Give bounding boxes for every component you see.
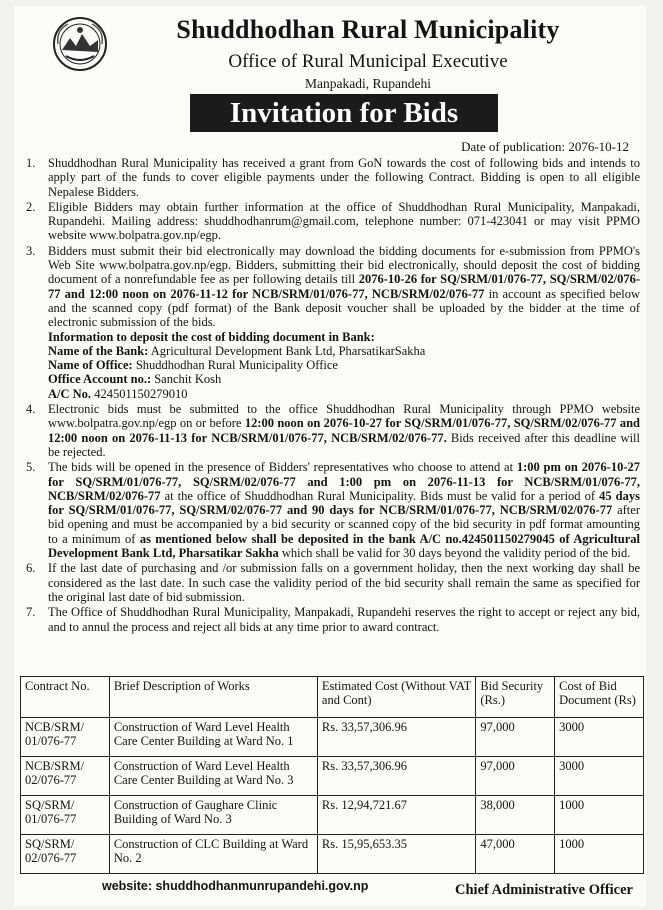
document-cost-cell: 1000	[555, 796, 644, 835]
clause-1	[26, 156, 640, 199]
clause-number: 5.	[26, 460, 36, 475]
clause-text: Eligible Bidders may obtain further information at the office of Shuddhodhan Rural Municipality, Manpakadi, Rupandehi. Mailing address: shuddhodhanrum@gmail.com, telephone number: 071-423041 or may visit PPMO website www.bolpatra.gov.np/egp.	[48, 199, 640, 243]
office-address: Manpakadi, Rupandehi	[305, 76, 431, 91]
clause-text: which shall be valid for 30 days beyond the validity period of the bid.	[278, 546, 631, 561]
office-account-value: Sanchit Kosh	[151, 372, 222, 387]
office-name-label: Name of Office:	[48, 358, 133, 373]
account-number-label: A/C No.	[48, 386, 92, 401]
notice-page	[14, 6, 646, 906]
contract-no-cell: NCB/SRM/ 01/076-77	[21, 718, 110, 757]
table-row	[21, 718, 644, 757]
clause-number: 7.	[26, 605, 36, 620]
document-cost-cell: 3000	[555, 757, 644, 796]
description-cell: Construction of Ward Level Health Care Center Building at Ward No. 1	[109, 718, 317, 757]
clause-number: 4.	[26, 402, 36, 417]
estimated-cost-cell: Rs. 12,94,721.67	[317, 796, 475, 835]
municipality-title: Shuddhodhan Rural Municipality	[176, 15, 560, 44]
bid-clauses	[26, 156, 640, 635]
bank-name-value: Agricultural Development Bank Ltd, PharsatikarSakha	[148, 343, 426, 358]
account-number-value: 424501150279010	[91, 386, 188, 401]
clause-number: 2.	[26, 199, 36, 214]
clause-text: The bids will be opened in the presence of Bidders' representatives who choose to attend at	[48, 460, 517, 475]
estimated-cost-cell: Rs. 15,95,653.35	[317, 835, 475, 874]
col-description: Brief Description of Works	[109, 677, 317, 718]
contract-no-cell: NCB/SRM/ 02/076-77	[21, 757, 110, 796]
clause-number: 1.	[26, 156, 36, 170]
estimated-cost-cell: Rs. 33,57,306.96	[317, 718, 475, 757]
col-bid-security: Bid Security (Rs.)	[476, 677, 555, 718]
clause-deadline: 12:00 noon on 2076-10-27 for SQ/SRM/01/076-77, SQ/SRM/02/076-77 and 12:00 noon on 2076-11-13 for NCB/SRM/01/076-77, NCB/SRM/02/076-77.	[48, 416, 640, 445]
bid-security-cell: 97,000	[476, 718, 555, 757]
office-account-label: Office Account no.:	[48, 372, 152, 387]
clause-number: 3.	[26, 243, 36, 258]
clause-text: Shuddhodhan Rural Municipality has received a grant from GoN towards the cost of following bids and intends to apply part of the funds to cover eligible payments under the following Contract. Bidding is open to all eligible Nepalese Bidders.	[48, 156, 640, 199]
col-document-cost: Cost of Bid Document (Rs)	[555, 677, 644, 718]
description-cell: Construction of CLC Building at Ward No. 2	[109, 835, 317, 874]
footer-signatory: Chief Administrative Officer	[455, 882, 633, 898]
bids-table	[20, 676, 644, 874]
document-cost-cell: 1000	[555, 835, 644, 874]
clause-text: Bids received after this deadline will be rejected.	[48, 430, 641, 459]
bank-info-title: Information to deposit the cost of bidding document in Bank:	[48, 329, 375, 344]
clause-number: 6.	[26, 561, 36, 576]
table-row	[21, 835, 644, 874]
office-subtitle: Office of Rural Municipal Executive	[228, 51, 508, 72]
clause-opening-time: 1:00 pm on 2076-10-27 for SQ/SRM/01/076-77, SQ/SRM/02/076-77 and 1:00 pm on 2076-11-13 for NCB/SRM/01/076-77, NCB/SRM/02/076-77	[48, 460, 640, 503]
clause-text: in account as specified below and the scanned copy (pdf format) of the Bank deposit voucher shall be uploaded by the bidder at the time of electronic submission of the bids.	[48, 286, 640, 330]
bid-security-cell: 38,000	[476, 796, 555, 835]
clause-7	[26, 605, 640, 634]
clause-validity: 45 days for SQ/SRM/01/076-77, SQ/SRM/02/076-77 and 90 days for NCB/SRM/01/076-77, NCB/SRM/02/076-77	[48, 488, 640, 518]
description-cell: Construction of Gaughare Clinic Building of Ward No. 3	[109, 796, 317, 835]
clause-text: after bid opening and must be accompanied by a bid security or scanned copy of the bid security in pdf format amounting to a minimum of	[48, 503, 640, 546]
publication-date: Date of publication: 2076-10-12	[461, 139, 629, 154]
clause-3	[26, 244, 640, 401]
document-cost-cell: 3000	[555, 718, 644, 757]
bank-name-label: Name of the Bank:	[48, 343, 149, 358]
description-cell: Construction of Ward Level Health Care Center Building at Ward No. 3	[109, 757, 317, 796]
clause-text: at the office of Shuddhodhan Rural Municipality. Bids must be valid for a period of	[160, 488, 600, 503]
clause-text: If the last date of purchasing and /or submission falls on a government holiday, then the next working day shall be considered as the last date. In such case the validity period of the bid security shall remain the same as specified for the original last date of bid submission.	[48, 561, 640, 604]
bid-security-cell: 47,000	[476, 835, 555, 874]
clause-deadline: 2076-10-26 for SQ/SRM/01/076-77, SQ/SRM/02/076-77 and 12:00 noon on 2076-11-12 for NCB/SRM/01/076-77, NCB/SRM/02/076-77	[48, 272, 640, 301]
clause-6	[26, 561, 640, 604]
bank-info	[48, 330, 640, 401]
table-row	[21, 757, 644, 796]
contract-no-cell: SQ/SRM/ 01/076-77	[21, 796, 110, 835]
footer-website: website: shuddhodhanmunrupandehi.gov.np	[102, 879, 369, 893]
table-header-row	[21, 677, 644, 718]
contract-no-cell: SQ/SRM/ 02/076-77	[21, 835, 110, 874]
bid-security-cell: 97,000	[476, 757, 555, 796]
clause-text: Electronic bids must be submitted to the office Shuddhodhan Rural Municipality through PPMO website www.bolpatra.gov.np/egp on or before	[48, 402, 640, 431]
clause-text: The Office of Shuddhodhan Rural Municipality, Manpakadi, Rupandehi reserves the right to accept or reject any bid, and to annul the process and reject all bids at any time prior to award contract.	[48, 605, 640, 634]
clause-4	[26, 402, 640, 459]
notice-banner: Invitation for Bids	[190, 94, 498, 132]
estimated-cost-cell: Rs. 33,57,306.96	[317, 757, 475, 796]
table-row	[21, 796, 644, 835]
clause-2	[26, 200, 640, 243]
clause-5	[26, 460, 640, 560]
clause-text: Bidders must submit their bid electronically may download the bidding documents for e-submission from PPMO's Web Site www.bolpatra.gov.np/egp. Bidders, submitting their bid electronically, should deposit the cost of bidding document of a nonrefundable fee as per following details till	[48, 243, 640, 287]
municipality-emblem-icon	[52, 16, 108, 72]
col-estimated-cost: Estimated Cost (Without VAT and Cont)	[317, 677, 475, 718]
clause-security: as mentioned below shall be deposited in the bank A/C no.424501150279045 of Agricultural Development Bank Ltd, Pharsatikar Sakha	[48, 531, 640, 561]
col-contract-no: Contract No.	[21, 677, 110, 718]
office-name-value: Shuddhodhan Rural Municipality Office	[132, 358, 338, 373]
